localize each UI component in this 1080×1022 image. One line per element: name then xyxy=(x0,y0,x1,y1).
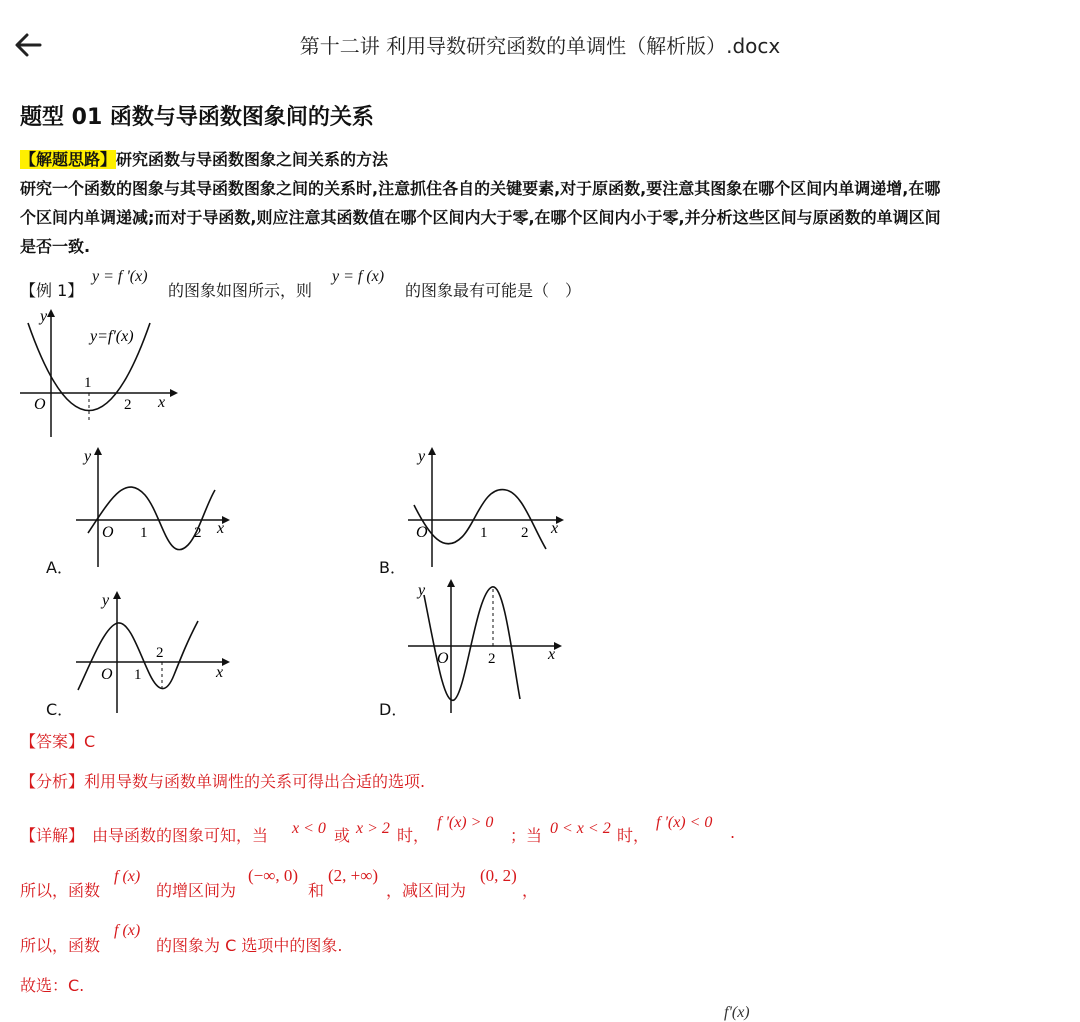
method-line-3: 是否一致. xyxy=(20,237,91,256)
option-b-label[interactable]: B． xyxy=(379,558,406,577)
math-x-gt-2: x > 2 xyxy=(356,820,390,837)
increasing-label: 的增区间为 xyxy=(156,881,237,900)
option-b-origin: O xyxy=(416,524,428,541)
analysis-line xyxy=(20,769,425,792)
decreasing-label: ，减区间为 xyxy=(386,881,467,900)
math-interval-2: (2, +∞) xyxy=(328,866,379,885)
method-subtitle-text: 研究函数与导函数图象之间关系的方法 xyxy=(116,150,389,169)
math-fx: f (x) xyxy=(114,868,141,885)
math-fprime-gt-0: f '(x) > 0 xyxy=(437,814,494,831)
option-d-y: y xyxy=(418,582,426,599)
example-text-1: 的图象如图所示，则 xyxy=(168,281,313,300)
option-b-y: y xyxy=(418,448,426,465)
detail-text-1: 由导函数的图象可知，当 xyxy=(92,826,269,845)
detail-dot: . xyxy=(730,823,736,842)
detail-semi: ；当 xyxy=(510,826,543,845)
tick-1: 1 xyxy=(84,375,92,391)
detail-when-2: 时， xyxy=(617,826,650,845)
so-line-2: 所以，函数 xyxy=(20,936,101,955)
method-subtitle xyxy=(20,145,388,174)
option-d-x: x xyxy=(548,646,556,663)
tick-2: 2 xyxy=(124,397,132,413)
option-c-tick2: 2 xyxy=(156,645,164,661)
option-c-x: x xyxy=(216,664,224,681)
math-fprime-lt-0: f '(x) < 0 xyxy=(656,814,713,831)
option-a-origin: O xyxy=(102,524,114,541)
curve-label: y=f'(x) xyxy=(90,328,134,345)
math-interval-1: (−∞, 0) xyxy=(248,866,299,885)
math-range: 0 < x < 2 xyxy=(550,820,611,837)
option-c-tick1: 1 xyxy=(134,667,142,683)
so-line-1: 所以，函数 xyxy=(20,881,101,900)
method-tag: 【解题思路】 xyxy=(20,150,117,169)
math-f: y = f (x) xyxy=(332,268,385,285)
option-a-label[interactable]: A． xyxy=(46,558,73,577)
option-d-label[interactable]: D． xyxy=(379,700,408,719)
option-c-label[interactable]: C． xyxy=(46,700,74,719)
option-a-graph xyxy=(70,445,240,570)
derivative-graph xyxy=(10,305,180,440)
option-a-tick1: 1 xyxy=(140,525,148,541)
detail-or: 或 xyxy=(334,826,351,845)
method-line-1: 研究一个函数的图象与其导函数图象之间的关系时,注意抓住各自的关键要素,对于原函数,要注意其图象在哪个区间内单调递增,在哪 xyxy=(20,179,941,198)
option-b-tick2: 2 xyxy=(521,525,529,541)
axis-y-label: y xyxy=(40,308,48,325)
answer-label: 【答案】 xyxy=(20,732,85,751)
option-a-x: x xyxy=(217,520,225,537)
option-b-graph xyxy=(404,445,574,570)
option-c-graph xyxy=(70,585,240,715)
detail-label: 【详解】 xyxy=(20,826,85,845)
math-fprime: y = f '(x) xyxy=(92,268,148,285)
example-text-2: 的图象最有可能是（ ） xyxy=(405,281,582,300)
final-choice: 故选：C. xyxy=(20,976,85,995)
graph-is-text: 的图象为 C 选项中的图象. xyxy=(156,936,343,955)
example-label: 【例 1】 xyxy=(20,281,84,300)
method-line-2: 个区间内单调递减;而对于导函数,则应注意其函数值在哪个区间内大于零,在哪个区间内小于零,并分析这些区间与原函数的单调区间 xyxy=(20,208,941,227)
option-b-x: x xyxy=(551,520,559,537)
analysis-label: 【分析】 xyxy=(20,772,85,791)
analysis-text: 利用导数与函数单调性的关系可得出合适的选项. xyxy=(84,772,426,791)
axis-x-label: x xyxy=(158,394,166,411)
option-c-origin: O xyxy=(101,666,113,683)
origin-label: O xyxy=(34,396,46,413)
top-bar xyxy=(0,0,1080,86)
option-d-origin: O xyxy=(437,650,449,667)
math-interval-3: (0, 2) xyxy=(480,866,517,885)
and-label: 和 xyxy=(308,881,325,900)
option-b-tick1: 1 xyxy=(480,525,488,541)
document-title: 第十二讲 利用导数研究函数的单调性（解析版）.docx xyxy=(299,34,781,58)
math-x-lt-0: x < 0 xyxy=(292,820,326,837)
option-d-tick2: 2 xyxy=(488,651,496,667)
comma-label: ， xyxy=(522,881,539,900)
option-d-graph xyxy=(404,575,574,715)
cut-off-math: f'(x) xyxy=(724,1004,750,1021)
math-fx-2: f (x) xyxy=(114,922,141,939)
option-a-tick2: 2 xyxy=(194,525,202,541)
detail-when: 时， xyxy=(397,826,430,845)
answer-value: C xyxy=(84,732,96,751)
answer-line xyxy=(20,729,95,752)
option-c-y: y xyxy=(102,592,110,609)
option-a-y: y xyxy=(84,448,92,465)
section-heading: 题型 01 函数与导函数图象间的关系 xyxy=(20,105,374,130)
